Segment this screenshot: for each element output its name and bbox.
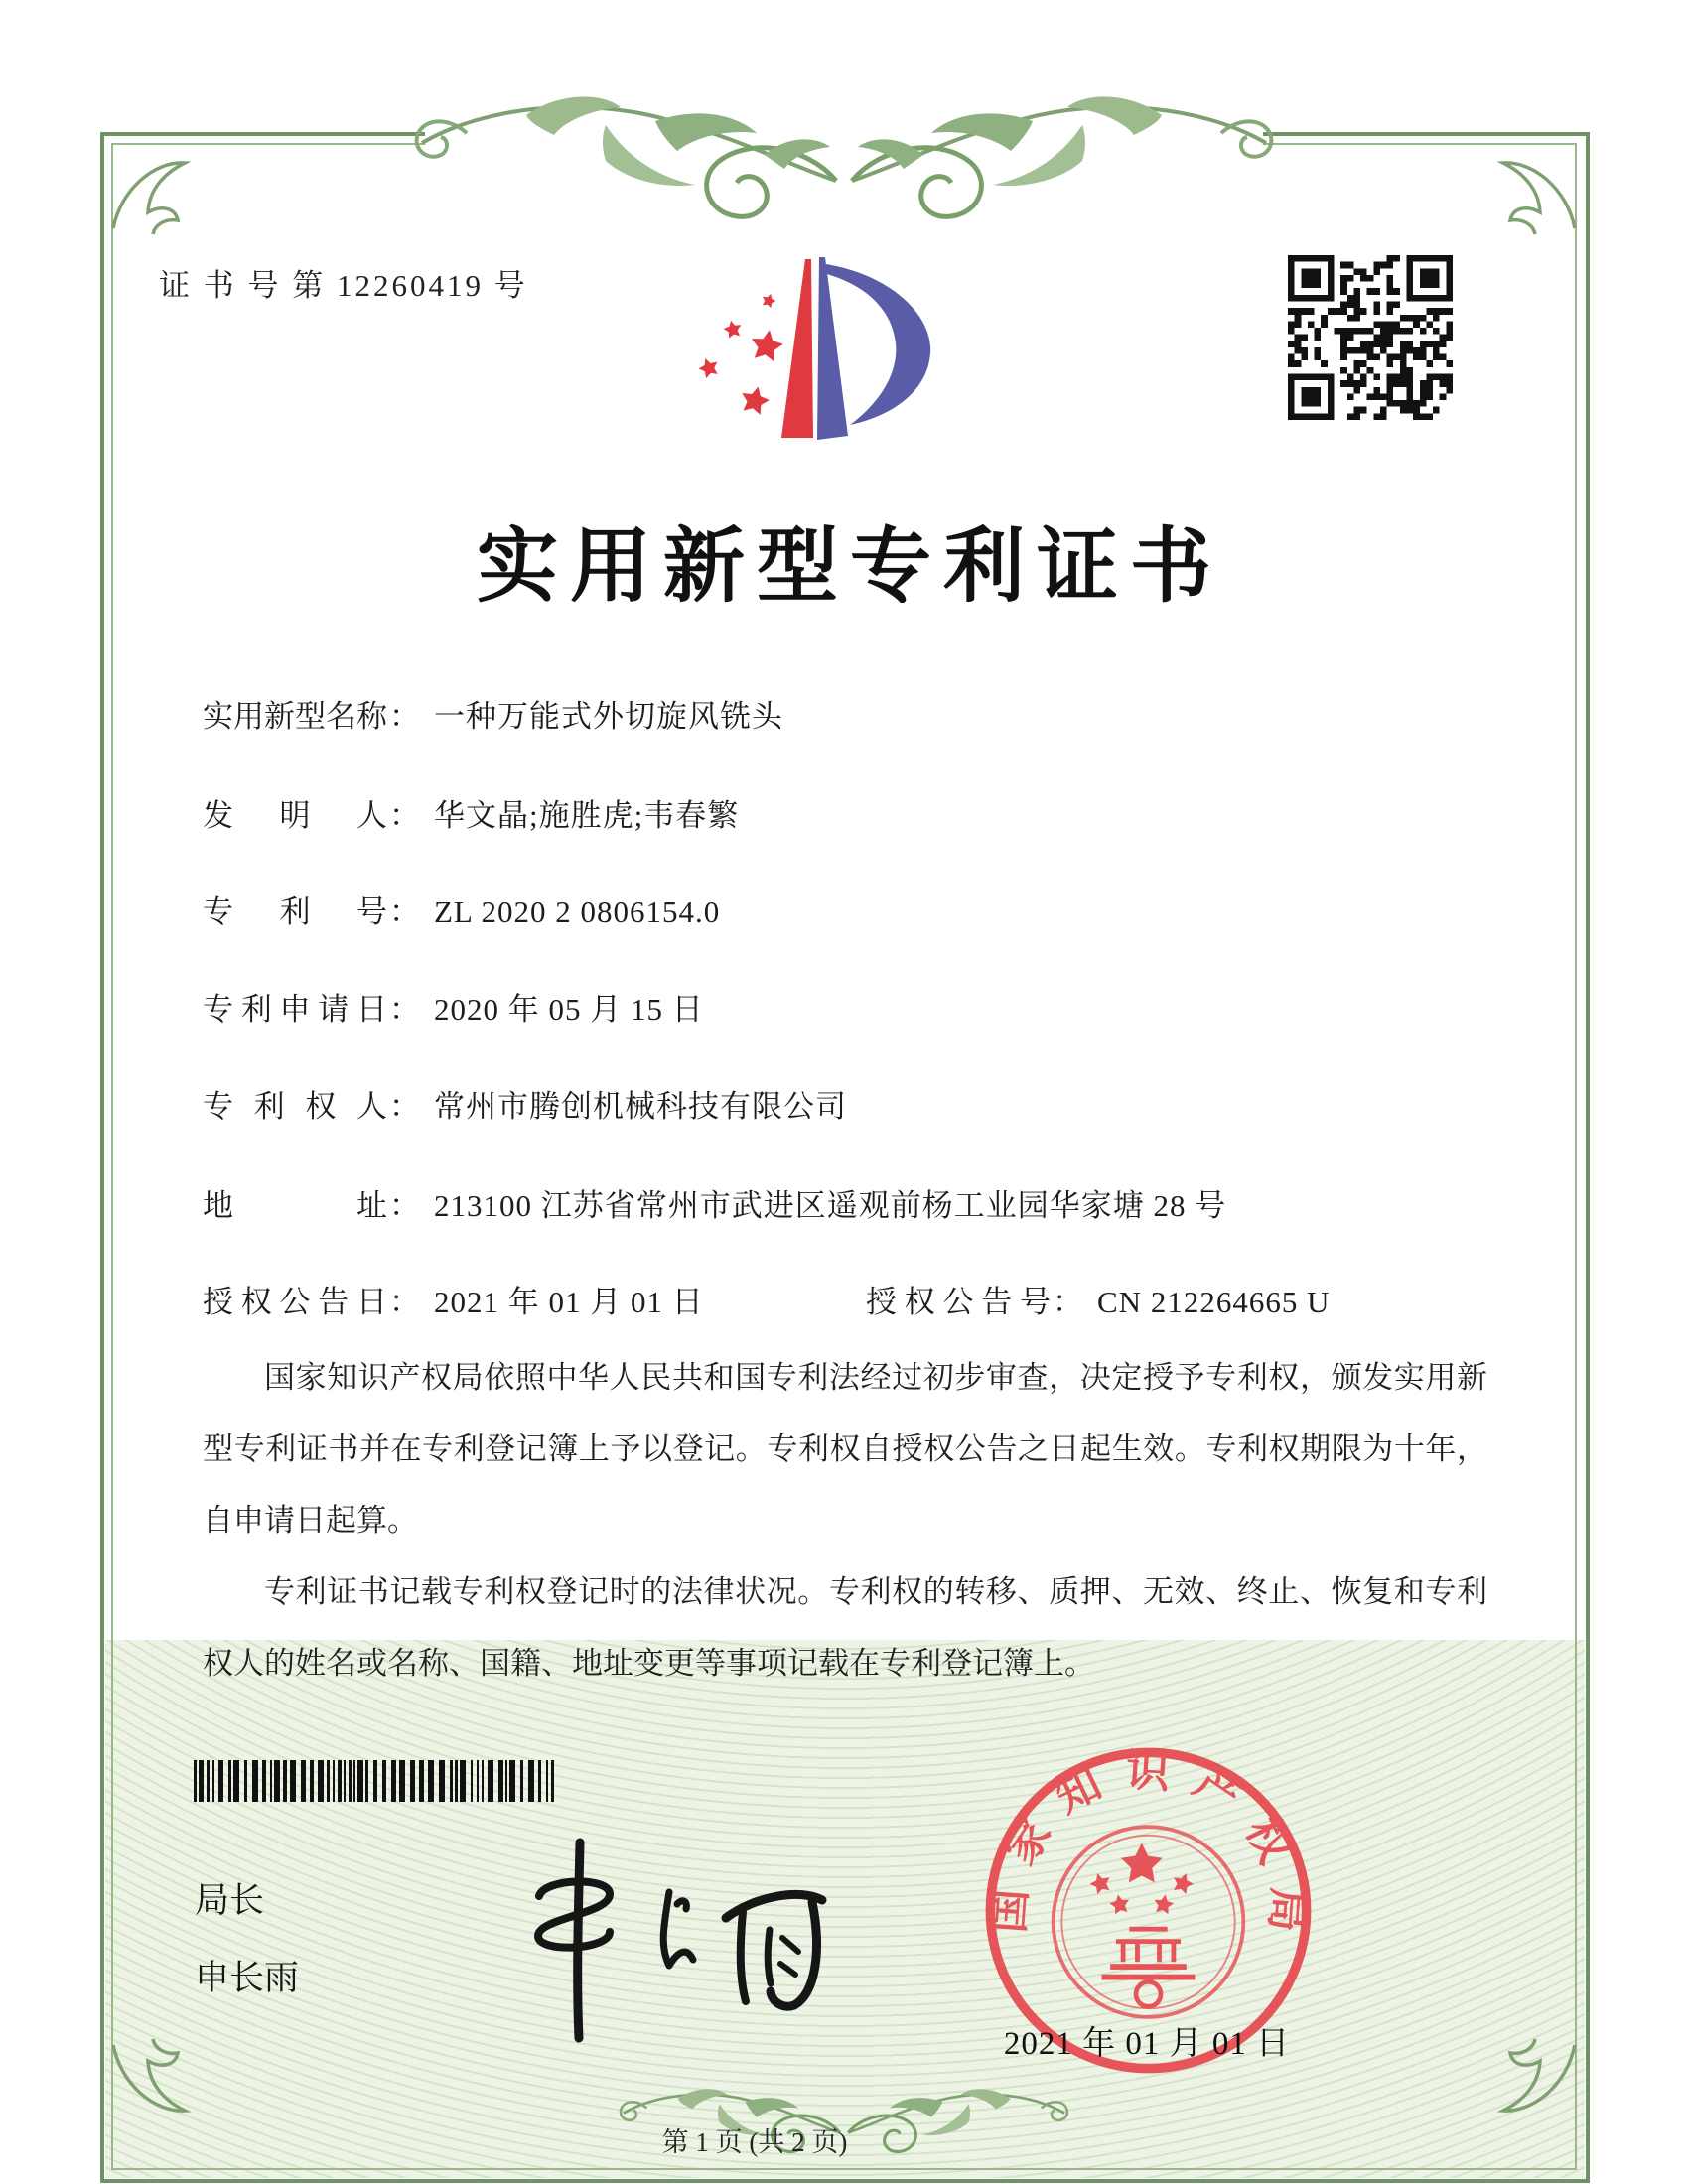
field-label: 地址 — [203, 1188, 387, 1223]
field-value: ZL 2020 2 0806154.0 — [434, 894, 721, 929]
certificate-title: 实用新型专利证书 — [476, 521, 1223, 612]
field-label: 授权公告号 — [866, 1285, 1051, 1319]
top-flourish-ornament — [407, 85, 1281, 234]
commissioner-title: 局长 — [195, 1881, 265, 1920]
field-label: 专利号 — [203, 894, 387, 929]
corner-flourish-bottom-left — [105, 2037, 195, 2126]
field-value: 华文晶;施胜虎;韦春繁 — [434, 798, 740, 833]
certificate-number: 证 书 号 第 12260419 号 — [159, 268, 528, 303]
corner-flourish-top-left — [105, 147, 195, 236]
field-row-address: 地址： 213100 江苏省常州市武进区遥观前杨工业园华家塘 28 号 — [203, 1180, 1493, 1225]
commissioner-name: 申长雨 — [195, 1959, 300, 1997]
field-value: 2021 年 01 月 01 日 — [434, 1285, 704, 1319]
legal-paragraph: 国家知识产权局依照中华人民共和国专利法经过初步审查，决定授予专利权，颁发实用新型专利证书并在专利登记簿上予以登记。专利权自授权公告之日起生效。专利权期限为十年，自申请日起算。 — [203, 1360, 1487, 1538]
commissioner-block — [195, 1862, 299, 2017]
field-label: 授权公告日 — [203, 1285, 387, 1319]
seal-date: 2021 年 01 月 01 日 — [1003, 2026, 1291, 2062]
legal-paragraph: 专利证书记载专利权登记时的法律状况。专利权的转移、质押、无效、终止、恢复和专利权人的姓名或名称、国籍、地址变更等事项记载在专利登记簿上。 — [203, 1574, 1487, 1681]
inner-border — [111, 143, 1577, 2170]
field-label: 专利申请日 — [203, 992, 387, 1026]
field-row-patentee: 专利权人： 常州市腾创机械科技有限公司 — [203, 1081, 1493, 1126]
corner-flourish-bottom-right — [1493, 2037, 1583, 2126]
field-row-grant-date: 授权公告日： 2021 年 01 月 01 日 授权公告号： CN 212264665 U — [203, 1277, 1493, 1321]
commissioner-signature-image — [485, 1835, 827, 2048]
legal-text-block — [203, 1342, 1487, 1700]
field-label: 发明人 — [203, 798, 387, 833]
field-value: 213100 江苏省常州市武进区遥观前杨工业园华家塘 28 号 — [434, 1188, 1227, 1223]
national-emblem-icon — [1054, 1827, 1244, 2017]
qr-code — [1288, 255, 1453, 420]
cnipa-logo-icon — [685, 244, 933, 443]
barcode — [194, 1760, 557, 1802]
seal-text: 国家知识产权局 — [984, 1745, 1313, 1955]
field-value: CN 212264665 U — [1097, 1285, 1331, 1319]
field-pair-grant-number: 授权公告号： CN 212264665 U — [866, 1277, 1330, 1321]
field-value: 2020 年 05 月 15 日 — [434, 992, 704, 1026]
field-label: 专利权人 — [203, 1089, 387, 1124]
field-value: 常州市腾创机械科技有限公司 — [434, 1089, 847, 1124]
field-value: 一种万能式外切旋风铣头 — [434, 699, 783, 734]
field-row-patent-number: 专利号： ZL 2020 2 0806154.0 — [203, 887, 1493, 931]
svg-text:国家知识产权局 — [984, 1746, 1313, 1955]
corner-flourish-top-right — [1493, 147, 1583, 236]
field-row-inventors: 发明人： 华文晶;施胜虎;韦春繁 — [203, 790, 1493, 835]
field-row-filing-date: 专利申请日： 2020 年 05 月 15 日 — [203, 984, 1493, 1028]
page-number: 第 1 页 (共 2 页) — [661, 2127, 848, 2157]
field-row-utility-model-name: 实用新型名称： 一种万能式外切旋风铣头 — [203, 691, 1493, 736]
field-label: 实用新型名称 — [203, 699, 387, 734]
